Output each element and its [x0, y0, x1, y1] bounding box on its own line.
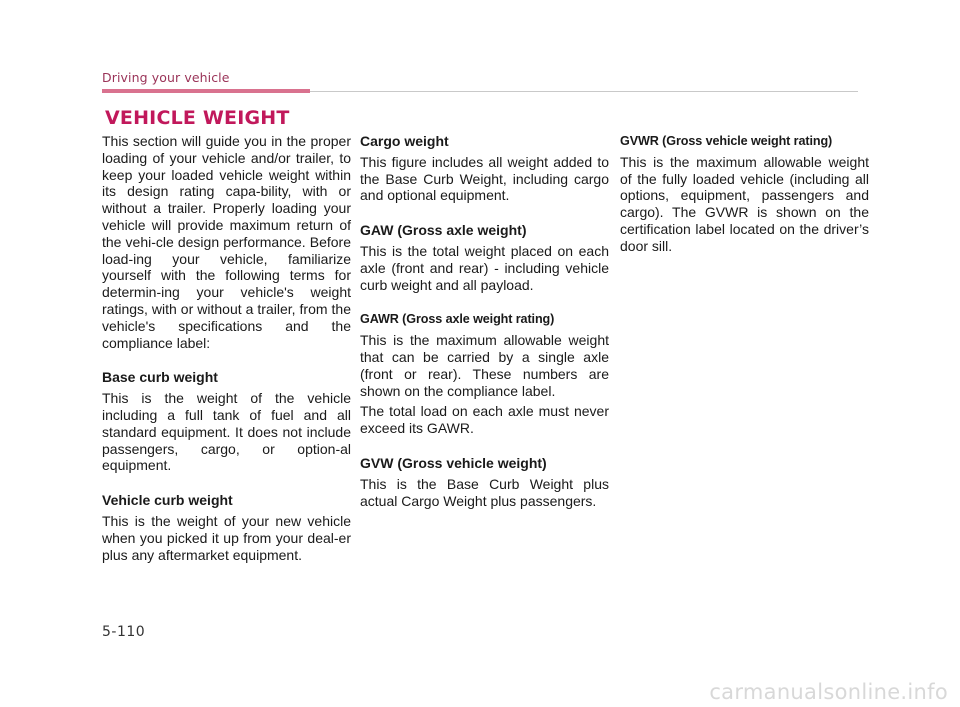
gvwr-heading: GVWR (Gross vehicle weight rating)	[620, 134, 833, 148]
vehicle-curb-weight-text: This is the weight of your new vehicle when you picked it up from your deal-er plus any aftermarket equipment.	[102, 512, 351, 563]
gaw-heading: GAW (Gross axle weight)	[360, 222, 527, 239]
gaw-text: This is the total weight placed on each axle (front and rear) - including vehicle curb weight and all payload.	[360, 242, 609, 293]
gvw-heading: GVW (Gross vehicle weight)	[360, 454, 547, 471]
text-column-3	[620, 133, 869, 255]
gvwr-text: This is the maximum allowable weight of the fully loaded vehicle (including all options, equipment, passengers and cargo). The GVWR is shown on the certification label located on the driver’s door sill.	[620, 153, 869, 254]
cargo-weight-text: This figure includes all weight added to the Base Curb Weight, including cargo and optional equipment.	[360, 153, 609, 204]
chapter-header: Driving your vehicle	[102, 70, 230, 85]
intro-paragraph: This section will guide you in the proper loading of your vehicle and/or trailer, to keep your loaded vehicle weight within its design rating capa-bility, with or without a trailer. Properly loading your vehicle will provide maximum return of the vehi-cle design performance. Before load-ing your vehicle, familiarize yourself with the following terms for determin-ing your vehicle's weight ratings, with or without a trailer, from the vehicle's specifications and the compliance label:	[102, 133, 351, 351]
page-number: 5-110	[102, 624, 146, 640]
gawr-heading: GAWR (Gross axle weight rating)	[360, 312, 555, 327]
text-column-1	[102, 133, 351, 563]
base-curb-weight-heading: Base curb weight	[102, 369, 218, 386]
watermark: carmanualsonline.info	[709, 680, 948, 704]
header-accent-rule	[102, 89, 310, 93]
gvw-text: This is the Base Curb Weight plus actual Cargo Weight plus passengers.	[360, 475, 609, 509]
header-divider-rule	[310, 91, 858, 92]
gawr-text: This is the maximum allowable weight that can be carried by a single axle (front or rear). These numbers are shown on the compliance label.	[360, 332, 609, 399]
gawr-limit-text: The total load on each axle must never exceed its GAWR.	[360, 403, 609, 437]
cargo-weight-heading: Cargo weight	[360, 133, 449, 149]
section-title: VEHICLE WEIGHT	[105, 107, 290, 129]
vehicle-curb-weight-heading: Vehicle curb weight	[102, 492, 233, 509]
text-column-2	[360, 133, 609, 509]
base-curb-weight-text: This is the weight of the vehicle including a full tank of fuel and all standard equipment. It does not include passengers, cargo, or option-al equipment.	[102, 390, 351, 474]
